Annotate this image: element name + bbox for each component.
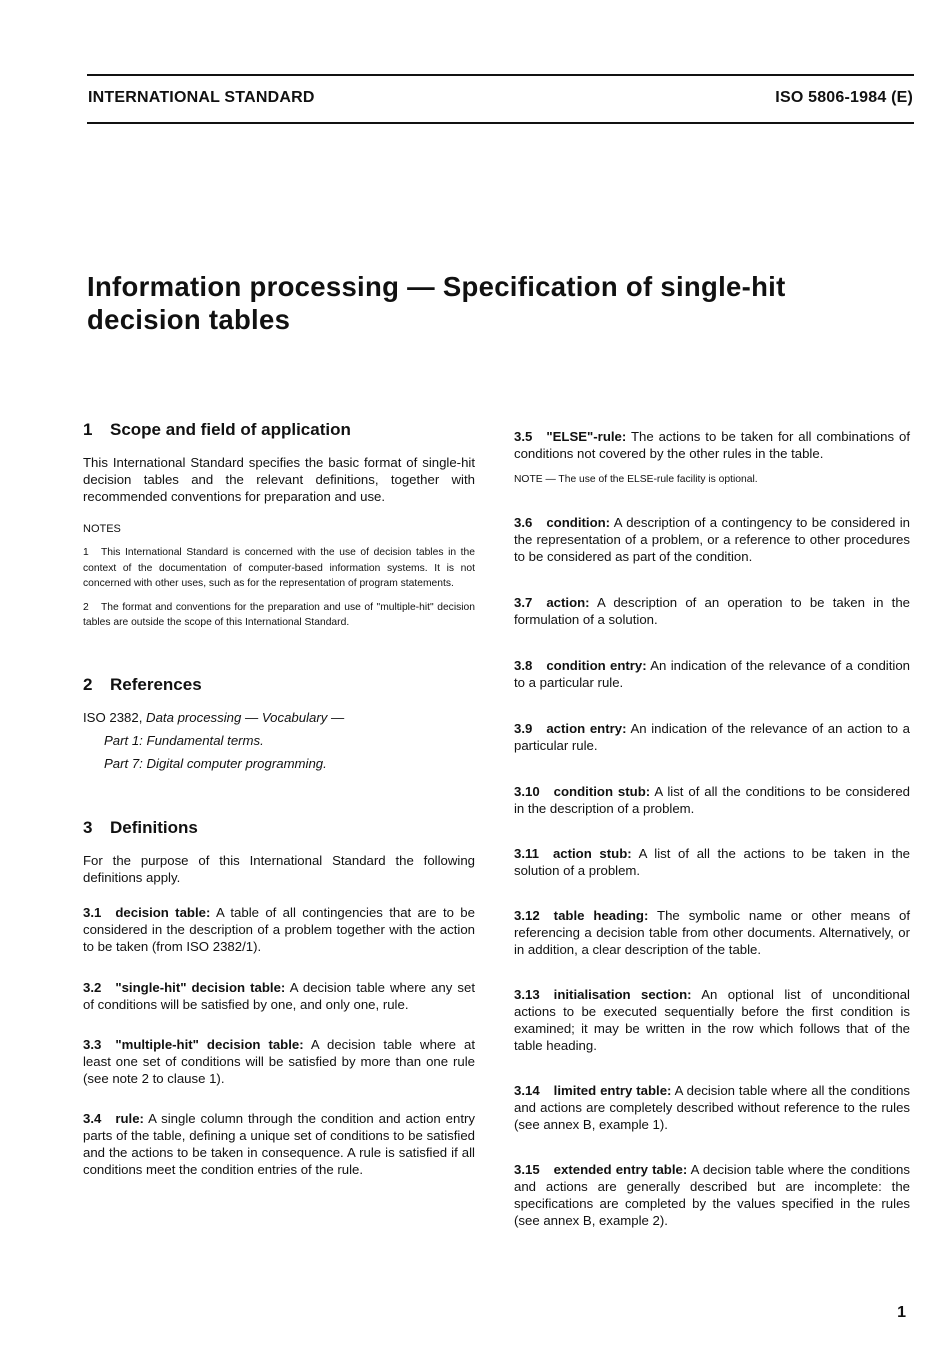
definition-3-10: 3.10 condition stub: A list of all the conditions to be considered in the description of a problem. — [514, 783, 910, 816]
definition-3-13: 3.13 initialisation section: An optional list of unconditional actions to be executed sequentially before the first condition is examined; it may be written in the row which follows that of the table heading. — [514, 986, 910, 1053]
header-top-rule — [87, 74, 914, 76]
definitions-intro: For the purpose of this International Standard the following definitions apply. — [83, 852, 475, 885]
left-column — [83, 420, 475, 1178]
document-title — [87, 270, 867, 336]
definition-3-11: 3.11 action stub: A list of all the actions to be taken in the solution of a problem. — [514, 845, 911, 878]
section-2-heading: 2 References — [83, 674, 202, 694]
header-bottom-rule — [87, 122, 914, 124]
definition-3-9: 3.9 action entry: An indication of the relevance of an action to a particular rule. — [514, 720, 911, 753]
definition-3-14: 3.14 limited entry table: A decision table where all the conditions and actions are completely described without reference to the rules (see annex B, example 1). — [514, 1082, 911, 1132]
definition-3-8: 3.8 condition entry: An indication of the relevance of a condition to a particular rule. — [514, 657, 910, 690]
definition-3-2: 3.2 "single-hit" decision table: A decision table where any set of conditions will be satisfied by one, and only one, rule. — [83, 979, 475, 1012]
standard-type-label: INTERNATIONAL STANDARD — [88, 89, 315, 106]
right-column — [514, 420, 910, 1229]
notes-heading: NOTES — [83, 523, 121, 535]
definition-3-15: 3.15 extended entry table: A decision table where the conditions and actions are generally described but are incomplete: the specifications are completed by the values specified in the rules (see annex B, example 2). — [514, 1161, 910, 1228]
definition-3-12: 3.12 table heading: The symbolic name or other means of referencing a decision table from other documents. Alternatively, or in addition, a clear description of the table. — [514, 907, 911, 957]
reference-iso-2382: ISO 2382, Data processing — Vocabulary — — [83, 709, 345, 725]
section-1-heading: 1 Scope and field of application — [83, 420, 351, 439]
page-number: 1 — [897, 1304, 906, 1321]
definition-3-7: 3.7 action: A description of an operation to be taken in the formulation of a solution. — [514, 594, 910, 627]
standard-number: ISO 5806-1984 (E) — [775, 89, 913, 106]
reference-part-7: Part 7: Digital computer programming. — [104, 755, 327, 771]
reference-part-1: Part 1: Fundamental terms. — [104, 732, 264, 748]
definition-3-1: 3.1 decision table: A table of all contingencies that are to be considered in the description of a problem together with the action to be taken (from ISO 2382/1). — [83, 904, 475, 954]
title-line-1: Information processing — Specification of single-hit — [87, 271, 786, 302]
scope-paragraph: This International Standard specifies the basic format of single-hit decision tables and the relevant definitions, together with recommended conventions for preparation and use. — [83, 455, 475, 504]
note-2: 2 The format and conventions for the preparation and use of "multiple-hit" decision tables are outside the scope of this International Standard. — [83, 601, 475, 628]
definition-3-4: 3.4 rule: A single column through the condition and action entry parts of the table, defining a unique set of conditions to be satisfied and the actions to be taken in consequence. A rule is satisfied if all conditions meet the condition entries of the rule. — [83, 1110, 475, 1177]
definition-3-6: 3.6 condition: A description of a contingency to be considered in the representation of a problem, or a reference to other procedures to be considered as part of the condition. — [514, 514, 910, 564]
definition-3-3: 3.3 "multiple-hit" decision table: A decision table where at least one set of conditions will be satisfied by more than one rule (see note 2 to clause 1). — [83, 1036, 475, 1086]
note-else-rule: NOTE — The use of the ELSE-rule facility is optional. — [514, 474, 758, 485]
section-3-heading: 3 Definitions — [83, 817, 198, 837]
title-line-2: decision tables — [87, 304, 291, 335]
note-1: 1 This International Standard is concerned with the use of decision tables in the context of the documentation of computer-based information systems. It is not concerned with other uses, such as for the representation of program statements. — [83, 547, 475, 589]
definition-3-5: 3.5 "ELSE"-rule: The actions to be taken for all combinations of conditions not covered by the other rules in the table. — [514, 429, 910, 461]
